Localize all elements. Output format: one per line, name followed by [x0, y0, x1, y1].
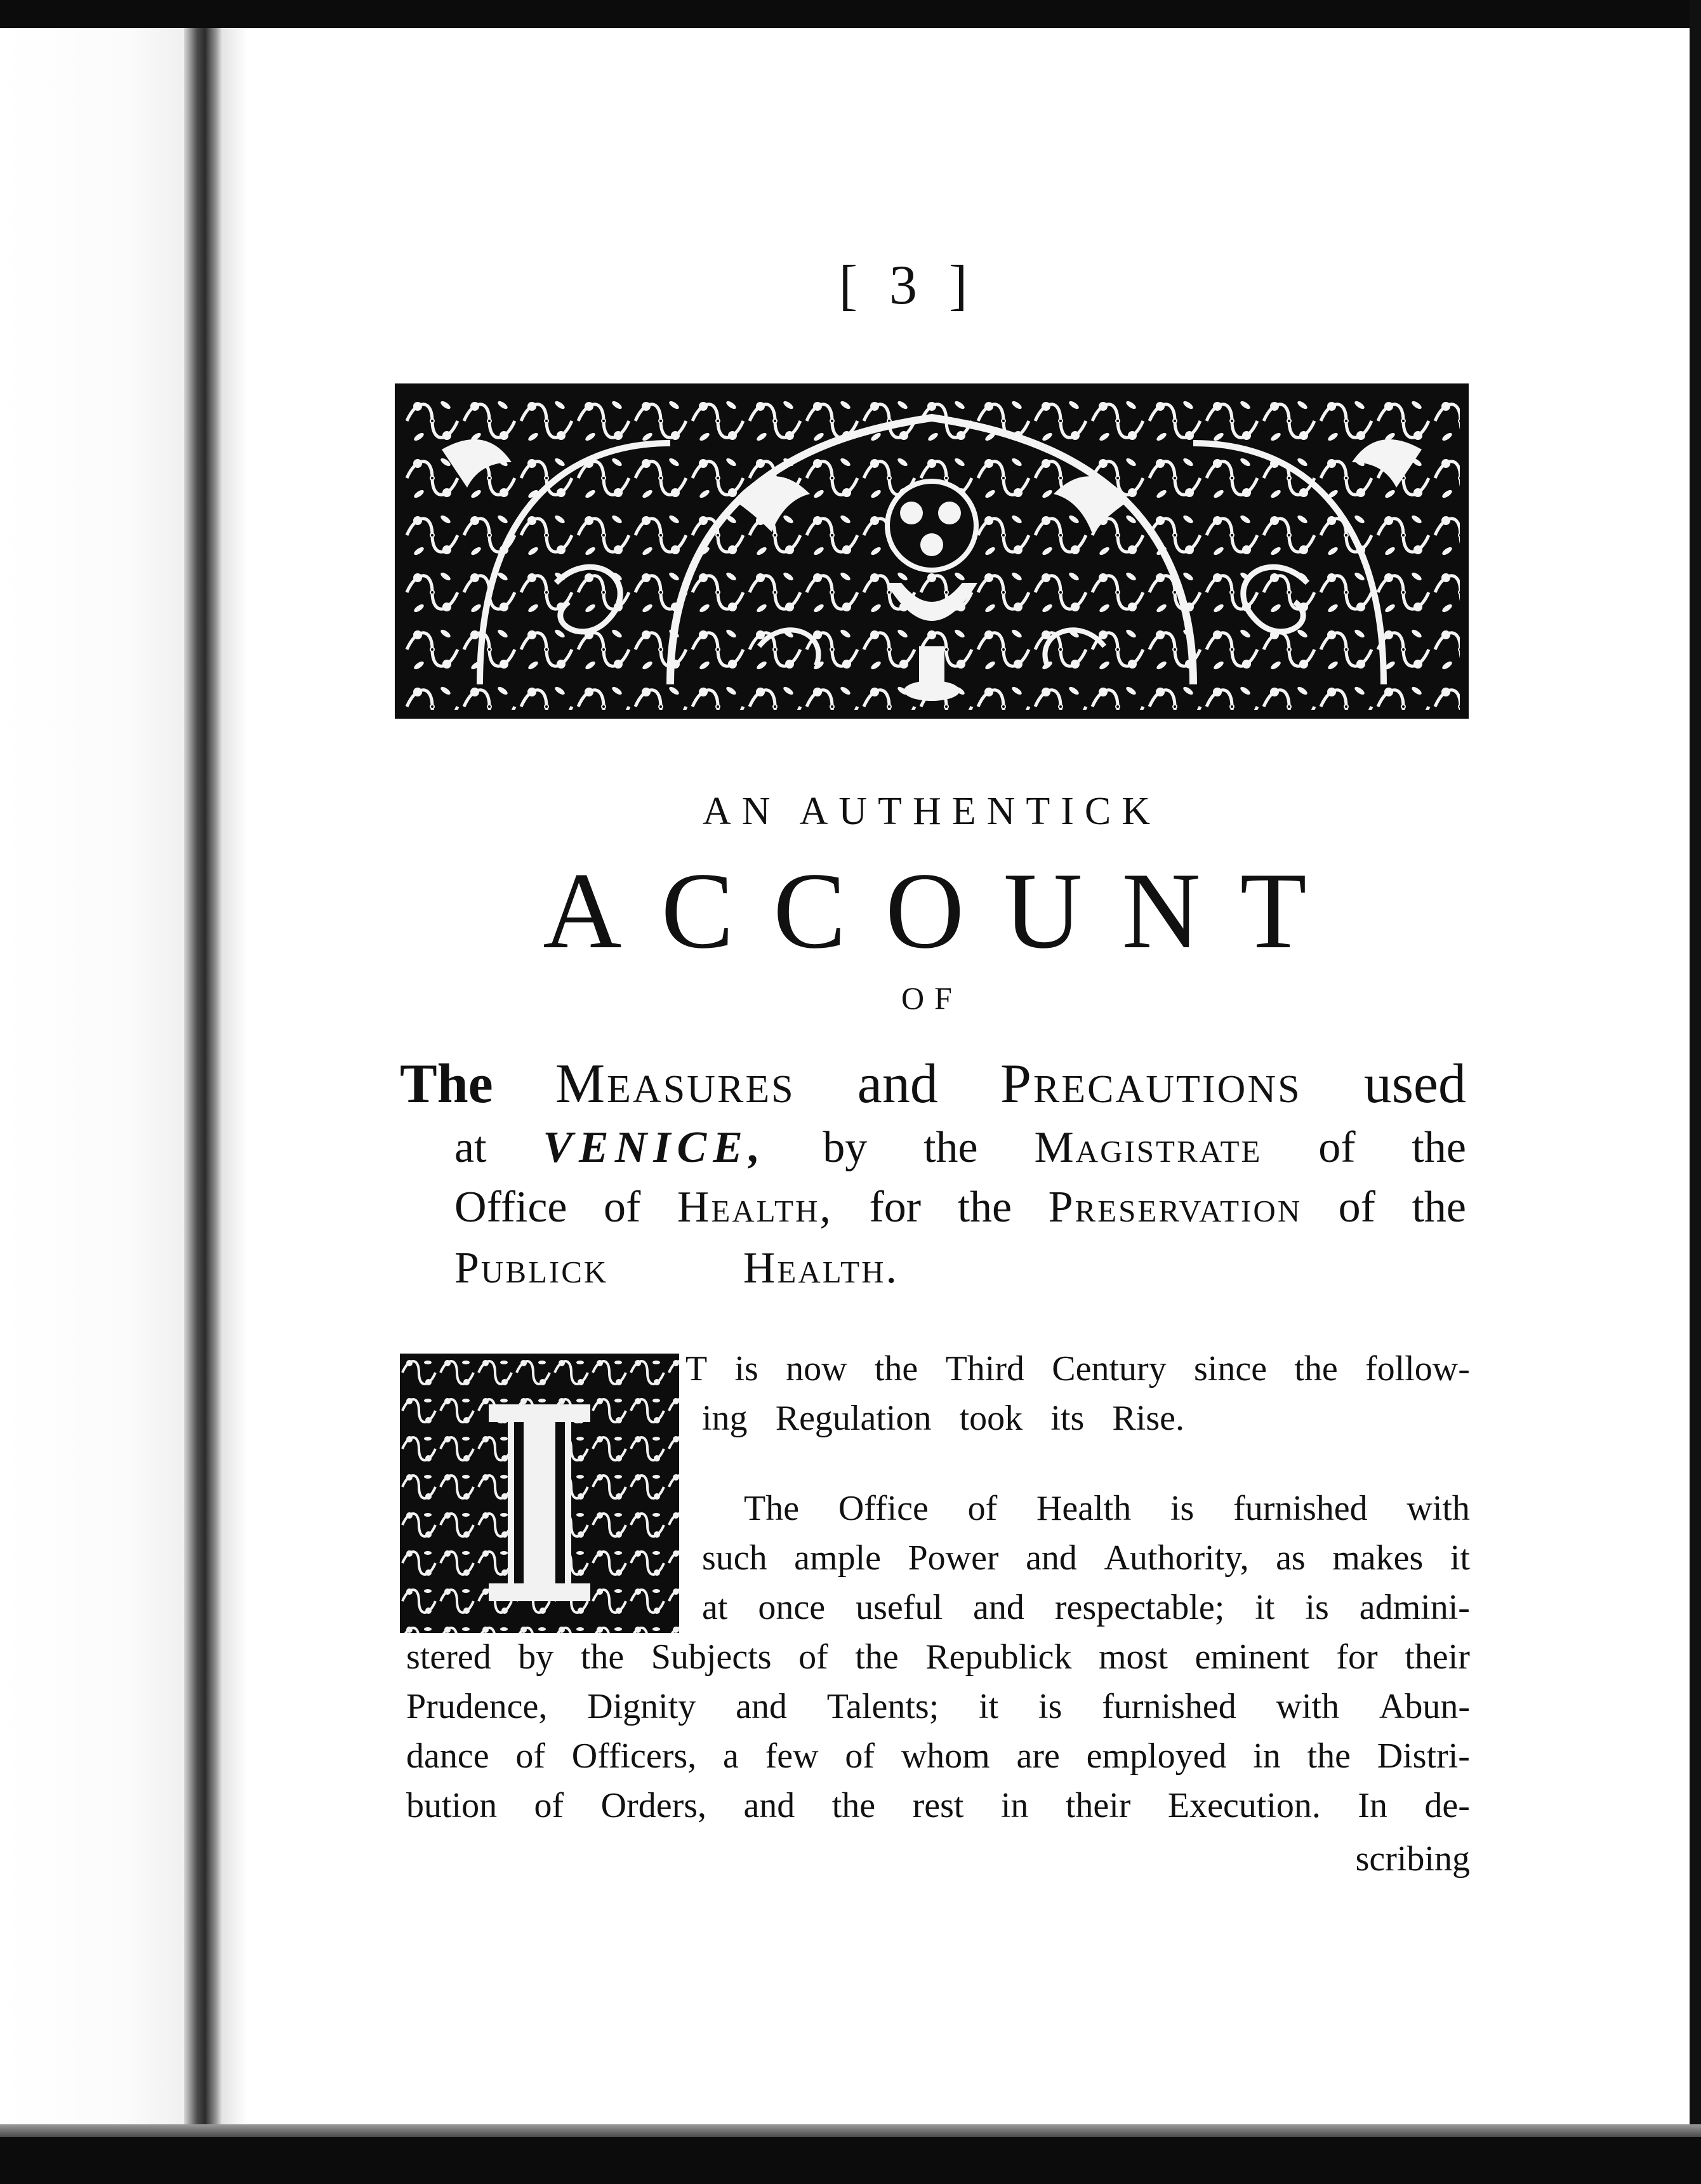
word: admini-: [1359, 1588, 1470, 1627]
word: used: [1363, 1053, 1466, 1115]
word: ing: [702, 1399, 748, 1438]
word: Publick: [454, 1244, 609, 1293]
word: is: [1170, 1489, 1195, 1528]
word: the: [831, 1786, 876, 1825]
word: whom: [901, 1736, 990, 1776]
word: Health,: [677, 1183, 833, 1232]
word: it: [979, 1687, 999, 1726]
word: Century: [1052, 1349, 1167, 1388]
body-line-4: [702, 1534, 1470, 1582]
word: eminent: [1195, 1637, 1309, 1677]
word: now: [786, 1349, 847, 1388]
word: rest: [912, 1786, 964, 1825]
word: dance: [406, 1736, 489, 1776]
word: useful: [856, 1588, 943, 1627]
ornamental-headpiece: [395, 383, 1469, 719]
word: for: [1336, 1637, 1378, 1677]
word: for: [869, 1183, 922, 1232]
word: the: [1307, 1736, 1351, 1776]
catchword: scribing: [1355, 1839, 1470, 1879]
word: of: [1338, 1183, 1375, 1232]
word: Abun-: [1379, 1687, 1470, 1726]
word: Office: [838, 1489, 929, 1528]
word: and: [743, 1786, 795, 1825]
word: Health: [1036, 1489, 1132, 1528]
title-line-account: ACCOUNT: [543, 851, 1346, 971]
word: with: [1406, 1489, 1470, 1528]
word: and: [857, 1053, 938, 1115]
word: of: [604, 1183, 641, 1232]
word: of: [1318, 1123, 1356, 1172]
word: the: [1294, 1349, 1338, 1388]
subtitle-line-1: [400, 1053, 1466, 1116]
word: is: [734, 1349, 758, 1388]
word: Precautions: [1000, 1053, 1302, 1115]
word: makes: [1332, 1538, 1424, 1578]
word: the: [923, 1123, 978, 1172]
word: of: [967, 1489, 998, 1528]
body-line-6: [406, 1633, 1470, 1681]
word: took: [959, 1399, 1023, 1438]
scan-bottom-edge: [0, 2137, 1701, 2184]
word: and: [736, 1687, 787, 1726]
word: and: [1026, 1538, 1077, 1578]
word: the: [874, 1349, 918, 1388]
body-line-3: [744, 1484, 1470, 1533]
body-line-7: [406, 1682, 1470, 1731]
word: furnished: [1233, 1489, 1368, 1528]
word: the: [580, 1637, 625, 1677]
word: in: [1000, 1786, 1029, 1825]
word: their: [1065, 1786, 1131, 1825]
scan-right-edge: [1690, 0, 1701, 2184]
word: Third: [945, 1349, 1024, 1388]
word: ample: [794, 1538, 881, 1578]
word: most: [1099, 1637, 1168, 1677]
title-line-authentick: AN AUTHENTICK: [702, 790, 1162, 833]
word: Republick: [925, 1637, 1072, 1677]
word: the: [1412, 1183, 1466, 1232]
scan-top-edge: [0, 0, 1701, 28]
word: respectable;: [1054, 1588, 1225, 1627]
word: the: [957, 1183, 1012, 1232]
word: Distri-: [1377, 1736, 1470, 1776]
subtitle-line-3: [454, 1176, 1466, 1239]
word: since: [1193, 1349, 1267, 1388]
word: Prudence,: [406, 1687, 548, 1726]
word: T: [685, 1349, 708, 1388]
body-line-5: [702, 1583, 1470, 1632]
word: Rise.: [1112, 1399, 1184, 1438]
subtitle-line-4: [454, 1237, 899, 1300]
word: is: [1038, 1687, 1062, 1726]
word: the: [855, 1637, 899, 1677]
word: such: [702, 1538, 767, 1578]
word: employed: [1086, 1736, 1227, 1776]
decorated-initial-i: [400, 1354, 679, 1633]
word: once: [758, 1588, 826, 1627]
word: are: [1016, 1736, 1060, 1776]
word: Officers,: [571, 1736, 697, 1776]
body-line-8: [406, 1732, 1470, 1780]
word: its: [1050, 1399, 1085, 1438]
word: by: [518, 1637, 554, 1677]
word: The: [744, 1489, 800, 1528]
word: of: [515, 1736, 545, 1776]
word: with: [1276, 1687, 1340, 1726]
word: of: [845, 1736, 875, 1776]
word: their: [1405, 1637, 1470, 1677]
body-line-1: [685, 1345, 1470, 1393]
page-number: [ 3 ]: [838, 255, 977, 316]
word: Measures: [555, 1053, 795, 1115]
body-line-2: [702, 1394, 1184, 1442]
word: Talents;: [826, 1687, 939, 1726]
title-line-of: OF: [901, 980, 962, 1016]
word: Dignity: [587, 1687, 696, 1726]
word: de-: [1424, 1786, 1470, 1825]
word: VENICE,: [543, 1123, 767, 1172]
word: at: [702, 1588, 728, 1627]
word: In: [1358, 1786, 1387, 1825]
gutter-shadow: [222, 28, 248, 2124]
word: The: [400, 1053, 493, 1115]
word: it: [1255, 1588, 1275, 1627]
word: Preservation: [1048, 1183, 1302, 1232]
word: Power: [908, 1538, 999, 1578]
word: is: [1305, 1588, 1329, 1627]
word: Orders,: [600, 1786, 707, 1825]
word: and: [973, 1588, 1024, 1627]
word: Magistrate: [1034, 1123, 1262, 1172]
floral-ornament-image: [404, 392, 1460, 710]
initial-ornament-image: [400, 1354, 679, 1633]
word: few: [765, 1736, 819, 1776]
word: Execution.: [1167, 1786, 1321, 1825]
word: as: [1276, 1538, 1306, 1578]
facing-blank-page: [0, 28, 184, 2124]
word: bution: [406, 1786, 498, 1825]
word: a: [722, 1736, 739, 1776]
word: Subjects: [651, 1637, 772, 1677]
word: follow-: [1365, 1349, 1470, 1388]
book-gutter: [184, 28, 222, 2124]
word: Office: [454, 1183, 567, 1232]
word: stered: [406, 1637, 491, 1677]
word: furnished: [1102, 1687, 1236, 1726]
word: in: [1253, 1736, 1281, 1776]
body-line-9: [406, 1781, 1470, 1830]
word: at: [454, 1123, 487, 1172]
word: Health.: [743, 1244, 899, 1293]
word: Authority,: [1104, 1538, 1249, 1578]
word: it: [1450, 1538, 1470, 1578]
word: of: [798, 1637, 828, 1677]
word: Regulation: [775, 1399, 932, 1438]
word: the: [1412, 1123, 1466, 1172]
subtitle-line-2: [454, 1116, 1466, 1180]
word: by: [823, 1123, 868, 1172]
word: of: [534, 1786, 564, 1825]
